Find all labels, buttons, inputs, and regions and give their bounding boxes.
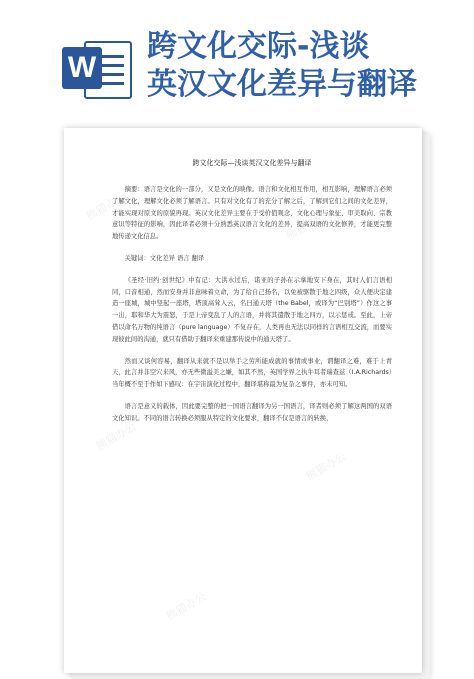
document-preview[interactable] [64, 128, 422, 673]
keywords-line: 关键词：文化差异 语言 翻译 [124, 254, 205, 262]
abstract-paragraph: 摘要：语言是文化的一部分，又是文化的映像。语言和文化相互作用，相互影响，理解语言必须了解文化，理解文化必须了解语言。只有对文化有了的充分了解之后，了解到它们之间的文化差异，才能实现对原文的原貌再现。英汉文化差异主要在于受价值观念、文化心理与象征、审美取向、宗教意识等特征的影响，因此译者必须十分熟悉英汉语言文化的差异，提高双语的文化修养，才能更完整地传递文化信息。 [112, 186, 392, 241]
body-paragraph-2: 然而又谈何容易，翻译从来就不是以举手之劳所能成就的事情或事业，谓翻译之难，难于上青天，此言并非空穴来风，亦无些微溢美之嫌，如其不然，英国学界之执牛耳者瑞查兹（I.A.Richards）当年概不至于作如下感叹：在宇宙演化过程中，翻译堪称最为复杂之事件，亦未可知。 [112, 357, 392, 389]
body-paragraph-3: 语言是意义的载体，因此要完整的把一国语言翻译为另一国语言，译者则必须了解这两国的双语文化知识。不同的语言转换必须服从特定的文化要求，翻译不仅是语言的转换， [112, 402, 392, 422]
body-paragraph-1: 《圣经·旧约·创世纪》中有记：大洪水过后，诺亚的子孙在示拿地安下身在，其时人们言语相同，口音相通，然而安身并非意味着立命，为了给自己扬名，以免被驱散于地之四级，众人便决定建造一座城，城中竖起一座塔，塔顶高耸入云，名曰通天塔（the Babel，或译为“巴别塔”）作这之事一出，耶和华大为震怒，于是上帝变乱了人的言语，并将其遣散于地之四方，以示惩戒。至此，上帝借以命名万物的纯语言（pure language）不复存在，人类再也无法以同样的言语相互交流，而要实现彼此间的沟通，就只有借助于翻译来重建那传说中的通天塔了。 [112, 276, 392, 343]
document-title: 跨文化交际—浅谈英汉文化差异与翻译 [192, 159, 312, 167]
watermark-text: 熊猫办公 [163, 589, 209, 624]
watermark-text: 熊猫办公 [83, 189, 129, 224]
title-line-1: 跨文化交际-浅谈 [147, 29, 370, 64]
document-body [112, 158, 392, 435]
watermark-text: 熊猫办公 [303, 449, 349, 484]
page-title [147, 28, 467, 104]
watermark-text: 熊猫办公 [93, 419, 139, 454]
title-line-2: 英汉文化差异与翻译 [147, 67, 417, 102]
word-logo-badge: W [62, 47, 102, 89]
header-banner [0, 0, 474, 118]
watermark-text: 熊猫办公 [283, 209, 329, 244]
word-document-icon [62, 37, 130, 99]
